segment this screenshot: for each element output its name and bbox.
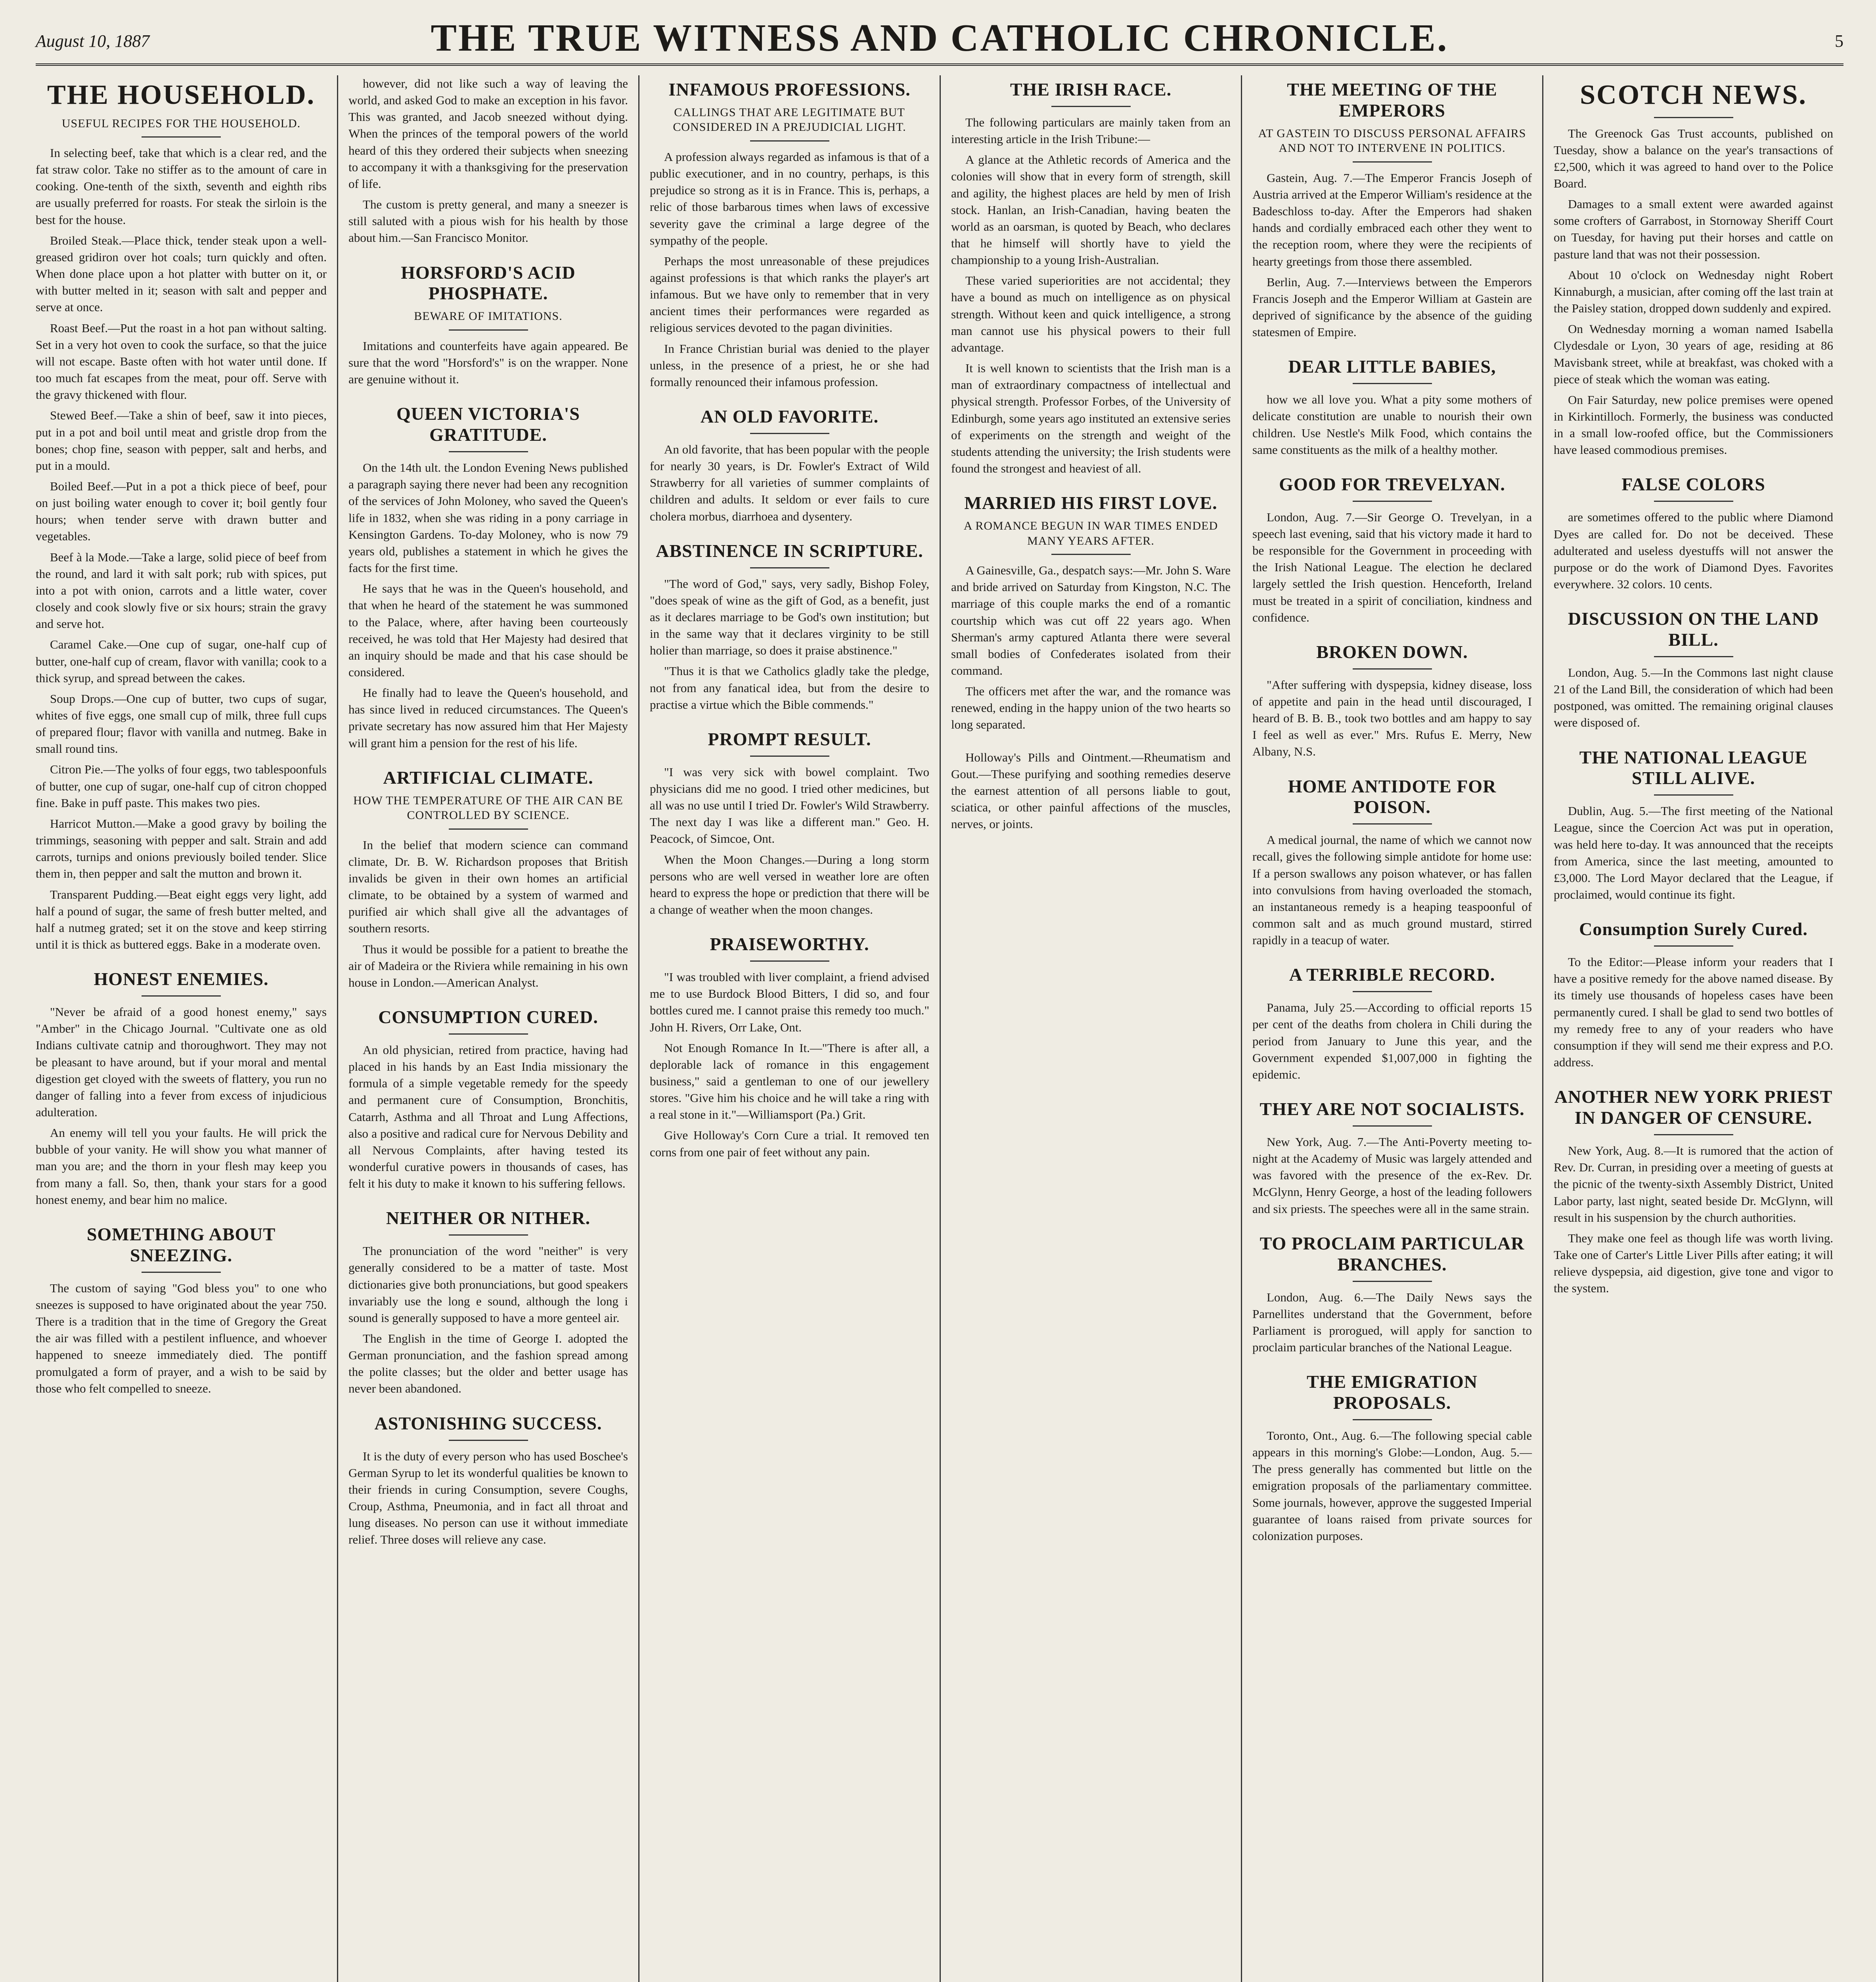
- article-heading: QUEEN VICTORIA'S GRATITUDE.: [396, 404, 580, 445]
- article-heading: THE EMIGRATION PROPOSALS.: [1306, 1372, 1478, 1413]
- paragraph: Boiled Beef.—Put in a pot a thick piece of beef, pour on just boiling water enough to cover it; boil gently four hours; when tender serve with drawn butter and vegetables.: [36, 479, 327, 543]
- article: [951, 493, 1231, 733]
- article: [650, 729, 929, 918]
- divider: [750, 567, 829, 568]
- paragraph: Gastein, Aug. 7.—The Emperor Francis Joseph of Austria arrived at the Emperor William's residence at the Badeschloss to-day. After the Emperors had shaken hands and cordially embraced each other they went to the reception room, where they were the recipients of hearty greetings from those there assembled.: [1252, 170, 1532, 268]
- article-heading: ARTIFICIAL CLIMATE.: [383, 767, 593, 788]
- divider: [1353, 823, 1432, 825]
- paragraph: Not Enough Romance In It.—"There is after all, a deplorable lack of romance in this engagement business," said a gentleman to one of our jewellery stores. "Give him his choice and he will take a ring with a real stone in it."—Williamsport (Pa.) Grit.: [650, 1041, 929, 1122]
- divider: [142, 136, 221, 138]
- article: [650, 79, 929, 390]
- paragraph: To the Editor:—Please inform your readers that I have a positive remedy for the above named disease. By its timely use thousands of hopeless cases have been permanently cured. I shall be glad to send two bottles of my remedy free to any of your readers who have consumption if they will send me their express and P.O. address.: [1554, 955, 1833, 1069]
- divider: [449, 828, 528, 830]
- paragraph: An old favorite, that has been popular with the people for nearly 30 years, is Dr. Fowler's Extract of Wild Strawberry for all varieties of summer complaints of children and adults. It seldom or ever fails to cure cholera morbus, diarrhoea and dysentery.: [650, 442, 929, 523]
- paragraph: In the belief that modern science can command climate, Dr. B. W. Richardson proposes that British invalids be given in their own homes an artificial climate, to be obtained by a system of warmed and purified air which shall give all the advantages of southern resorts.: [348, 838, 628, 936]
- article: [1252, 776, 1532, 949]
- article-heading: DEAR LITTLE BABIES,: [1288, 356, 1496, 377]
- article: [348, 404, 628, 751]
- article: [348, 1208, 628, 1397]
- article: [1252, 79, 1532, 341]
- article-heading: PRAISEWORTHY.: [710, 934, 869, 955]
- article-subheading: HOW THE TEMPERATURE OF THE AIR CAN BE CONTROLLED BY SCIENCE.: [353, 794, 623, 822]
- article-heading: DISCUSSION ON THE LAND BILL.: [1568, 608, 1819, 650]
- divider: [1051, 106, 1131, 107]
- paragraph: It is the duty of every person who has used Boschee's German Syrup to let its wonderful qualities be known to their friends in curing Consumption, severe Coughs, Croup, Asthma, Pneumonia, and in fact all throat and lung diseases. No person can use it without immediate relief. Three doses will relieve any case.: [348, 1449, 628, 1547]
- article-heading: CONSUMPTION CURED.: [378, 1007, 598, 1027]
- divider: [750, 756, 829, 757]
- article-heading: THE MEETING OF THE EMPERORS: [1287, 79, 1497, 121]
- divider: [1353, 501, 1432, 502]
- paragraph: The custom is pretty general, and many a sneezer is still saluted with a pious wish for his health by those about him.—San Francisco Monitor.: [348, 197, 628, 245]
- masthead: [36, 16, 1843, 66]
- article: [348, 262, 628, 388]
- divider: [449, 329, 528, 331]
- paragraph: Stewed Beef.—Take a shin of beef, saw it into pieces, put in a pot and boil until meat and gristle drop from the bones; chop fine, season with pepper, salt and herbs, and put in a mould.: [36, 408, 327, 473]
- column-5: [1241, 75, 1542, 1982]
- divider: [1654, 117, 1733, 118]
- article: [1252, 356, 1532, 458]
- divider: [1654, 1134, 1733, 1135]
- column-3: [638, 75, 940, 1982]
- paragraph: A Gainesville, Ga., despatch says:—Mr. John S. Ware and bride arrived on Saturday from Kingston, N.C. The marriage of this couple marks the end of a romantic courtship which was cut off 22 years ago. When Sherman's army captured Atlanta there were several small bodies of Confederates isolated from their command.: [951, 563, 1231, 677]
- article-heading: HONEST ENEMIES.: [94, 969, 269, 989]
- paragraph: "I was troubled with liver complaint, a friend advised me to use Burdock Blood Bitters, I did so, and four bottles cured me. I cannot praise this remedy too much." John H. Rivers, Orr Lake, Ont.: [650, 970, 929, 1034]
- divider: [449, 1033, 528, 1035]
- article-heading: AN OLD FAVORITE.: [700, 406, 879, 427]
- paragraph: He finally had to leave the Queen's household, and has since lived in reduced circumstances. The Queen's private secretary has now assured him that Her Majesty will grant him a pension for the rest of his life.: [348, 686, 628, 750]
- article: [650, 541, 929, 713]
- paragraph: Thus it would be possible for a patient to breathe the air of Madeira or the Riviera while remaining in his own house in London.—American Analyst.: [348, 942, 628, 989]
- paragraph: Dublin, Aug. 5.—The first meeting of the National League, since the Coercion Act was put in operation, was held here to-day. It was announced that the receipts from America, since the last meeting, amounted to £3,000. The Lord Mayor declared that the League, if proclaimed, would continue its fight.: [1554, 804, 1833, 902]
- divider: [1353, 991, 1432, 992]
- divider: [1051, 554, 1131, 555]
- article: [1554, 1087, 1833, 1297]
- paragraph: "Thus it is that we Catholics gladly take the pledge, not from any fanatical idea, but from the desire to practise a virtue which the Bible commends.": [650, 664, 929, 712]
- column-1: [36, 75, 337, 1982]
- paragraph: New York, Aug. 7.—The Anti-Poverty meeting to-night at the Academy of Music was largely attended and was favored with the presence of the ex-Rev. Dr. McGlynn, Henry George, a host of the leading followers and six priests. The speeches were all in the same strain.: [1252, 1134, 1532, 1216]
- article: [36, 79, 327, 953]
- article: [1554, 747, 1833, 903]
- article: [348, 1413, 628, 1548]
- column-6: [1542, 75, 1843, 1982]
- paragraph: London, Aug. 6.—The Daily News says the Parnellites understand that the Government, before Parliament is prorogued, will apply for sanction to proclaim particular branches of the National League.: [1252, 1290, 1532, 1354]
- divider: [1654, 656, 1733, 657]
- article-heading: THE NATIONAL LEAGUE STILL ALIVE.: [1579, 747, 1808, 788]
- divider: [1353, 1419, 1432, 1420]
- article-heading: THEY ARE NOT SOCIALISTS.: [1260, 1099, 1525, 1119]
- paragraph: The officers met after the war, and the romance was renewed, ending in the happy union of the two hearts so long separated.: [951, 684, 1231, 732]
- paragraph: London, Aug. 5.—In the Commons last night clause 21 of the Land Bill, the consideration of which had been postponed, was omitted. The remaining original clauses were disposed of.: [1554, 665, 1833, 730]
- paragraph: On the 14th ult. the London Evening News published a paragraph saying there never had been any recognition of the services of John Moloney, who saved the Queen's life in 1832, when she was riding in a pony carriage in Kensington Gardens. To-day Moloney, who is now 79 years old, publishes a statement in which he gives the facts for the first time.: [348, 461, 628, 575]
- divider: [1353, 1281, 1432, 1282]
- article: [36, 969, 327, 1208]
- article-heading: ABSTINENCE IN SCRIPTURE.: [656, 540, 923, 561]
- paragraph: how we all love you. What a pity some mothers of delicate constitution are unable to nourish their own children. Use Nestle's Milk Food, which contains the same constituents as the milk of a healthy mother.: [1252, 392, 1532, 457]
- paragraph: Berlin, Aug. 7.—Interviews between the Emperors Francis Joseph and the Emperor William at Gastein are deprived of significance by the absence of the guiding statesmen of Empire.: [1252, 275, 1532, 339]
- issue-date: August 10, 1887: [36, 31, 150, 51]
- paragraph: Roast Beef.—Put the roast in a hot pan without salting. Set in a very hot oven to cook the surface, so that the juice will not escape. Baste often with hot water until done. If too much fat escapes from the meat, pour off. Serve with the gravy thickened with flour.: [36, 321, 327, 402]
- article: [650, 934, 929, 1161]
- paragraph: The pronunciation of the word "neither" is very generally considered to be a matter of taste. Most dictionaries give both pronunciations, but good speakers invariably use the long e sound, although the long i sound is generally supposed to have a more genteel air.: [348, 1244, 628, 1325]
- paragraph: Imitations and counterfeits have again appeared. Be sure that the word "Horsford's" is on the wrapper. None are genuine without it.: [348, 339, 628, 386]
- paragraph: "The word of God," says, very sadly, Bishop Foley, "does speak of wine as the gift of God, as a benefit, just as it declares marriage to be God's own institution; but in the same way that it declares virginity to be still holier than marriage, so does it praise abstinence.": [650, 576, 929, 658]
- article: [348, 767, 628, 991]
- paragraph: When the Moon Changes.—During a long storm persons who are well versed in weather lore are often heard to express the hope or prediction that there will be a change of weather when the moon changes.: [650, 852, 929, 917]
- article-subheading: USEFUL RECIPES FOR THE HOUSEHOLD.: [61, 117, 301, 130]
- article: [1554, 79, 1833, 458]
- paragraph: The custom of saying "God bless you" to one who sneezes is supposed to have originated about the year 750. There is a tradition that in the time of Gregory the Great the air was filled with a pestilent influence, and whoever happened to sneeze immediately died. The pontiff promulgated a form of prayer, and a wish to be said by those who felt compelled to sneeze.: [36, 1281, 327, 1395]
- divider: [449, 451, 528, 452]
- paragraph: New York, Aug. 8.—It is rumored that the action of Rev. Dr. Curran, in presiding over a meeting of guests at the picnic of the twenty-sixth Assembly District, United Labor party, last night, seated beside Dr. McGlynn, will result in his suspension by the church authorities.: [1554, 1144, 1833, 1224]
- article-heading: BROKEN DOWN.: [1316, 641, 1468, 662]
- divider: [1654, 501, 1733, 502]
- paragraph: He says that he was in the Queen's household, and that when he heard of the statement he was summoned to the Palace, where, after having been courteously received, he was told that Her Majesty had desired that an inquiry should be made and that his case should be considered.: [348, 582, 628, 679]
- article: [1252, 1372, 1532, 1544]
- paragraph: A profession always regarded as infamous is that of a public executioner, and in no country, perhaps, is this prejudice so strong as it is in France. This is, perhaps, a relic of those barbarous times when laws of excessive severity gave the criminal a large degree of the sympathy of the people.: [650, 149, 929, 247]
- article-subheading: BEWARE OF IMITATIONS.: [414, 310, 563, 323]
- columns-container: [36, 75, 1843, 1982]
- paragraph: Harricot Mutton.—Make a good gravy by boiling the trimmings, seasoning with pepper and salt. Strain and add carrots, turnips and onions previously boiled tender. Slice them in, then pepper and salt the mutton and brown it.: [36, 816, 327, 881]
- paragraph: Holloway's Pills and Ointment.—Rheumatism and Gout.—These purifying and soothing remedies deserve the earnest attention of all persons liable to gout, sciatica, or other painful affections of the muscles, nerves, or joints.: [951, 750, 1231, 831]
- divider: [750, 140, 829, 142]
- divider: [142, 995, 221, 997]
- paragraph: An enemy will tell you your faults. He will prick the bubble of your vanity. He will show you what manner of man you are; and the thorn in your flesh may keep you from many a fall. So, then, thank your stars for a good honest enemy, and bear him no malice.: [36, 1126, 327, 1207]
- article: [650, 406, 929, 525]
- paragraph: They make one feel as though life was worth living. Take one of Carter's Little Liver Pills after eating; it will relieve dyspepsia, aid digestion, give tone and vigor to the system.: [1554, 1231, 1833, 1295]
- divider: [1654, 794, 1733, 796]
- paragraph: The English in the time of George I. adopted the German pronunciation, and the fashion spread among the polite classes; but the older and better usage has never been abandoned.: [348, 1332, 628, 1396]
- article-heading: TO PROCLAIM PARTICULAR BRANCHES.: [1260, 1233, 1525, 1274]
- article-heading: SCOTCH NEWS.: [1580, 80, 1807, 110]
- article-heading: NEITHER OR NITHER.: [386, 1208, 591, 1228]
- article-heading: SOMETHING ABOUT SNEEZING.: [86, 1224, 276, 1265]
- paragraph: These varied superiorities are not accidental; they have a bound as much on intelligence as on physical strength. Without keen and quick intelligence, a strong man cannot use his physical powers to their full advantage.: [951, 274, 1231, 354]
- divider: [1654, 945, 1733, 947]
- article-heading: GOOD FOR TREVELYAN.: [1279, 474, 1505, 494]
- article-heading: THE IRISH RACE.: [1010, 79, 1172, 99]
- article: [1252, 642, 1532, 760]
- article: [951, 79, 1231, 477]
- divider: [449, 1234, 528, 1236]
- article: [348, 1007, 628, 1192]
- paragraph: The Greenock Gas Trust accounts, published on Tuesday, show a balance on the year's transactions of £2,500, which it was agreed to hand over to the Police Board.: [1554, 126, 1833, 190]
- paragraph: It is well known to scientists that the Irish man is a man of extraordinary compactness of intellectual and physical strength. Professor Forbes, of the University of Edinburgh, some years ago instituted an extensive series of experiments on the strength and weight of the students attending the university; the Irish students were found the strongest and heaviest of all.: [951, 361, 1231, 476]
- article-heading: PROMPT RESULT.: [708, 729, 871, 749]
- paragraph: London, Aug. 7.—Sir George O. Trevelyan, in a speech last evening, said that his victory made it hard to be responsible for the Government in proceeding with the Irish National League. The election he declared largely settled the Irish question. Henceforth, Ireland must be treated in a spirit of conciliation, kindness and confidence.: [1252, 510, 1532, 624]
- column-4: [940, 75, 1241, 1982]
- newspaper-title: THE TRUE WITNESS AND CATHOLIC CHRONICLE.: [431, 17, 1449, 59]
- divider: [1353, 668, 1432, 670]
- paragraph: An old physician, retired from practice, having had placed in his hands by an East India missionary the formula of a simple vegetable remedy for the speedy and permanent cure of Consumption, Bronchitis, Catarrh, Asthma and all Throat and Lung Affections, also a positive and radical cure for Nervous Debility and all Nervous Complaints, after having tested its wonderful curative powers in thousands of cases, has felt it his duty to make it known to his suffering fellows.: [348, 1043, 628, 1191]
- paragraph: A glance at the Athletic records of America and the colonies will show that in every form of strength, skill and agility, the highest places are held by men of Irish stock. Hanlan, an Irish-Canadian, having beaten the world as an oarsman, is quoted by Beach, who declares that he himself will shortly have to yield the championship to a young Irish-Australian.: [951, 153, 1231, 267]
- paragraph: however, did not like such a way of leaving the world, and asked God to make an exception in his favor. This was granted, and Jacob sneezed without dying. When the princes of the temporal powers of the world heard of this they ordered their subjects when sneezing to accompany it with a thanksgiving for the preservation of life.: [348, 77, 628, 191]
- article: [36, 1224, 327, 1397]
- paragraph: Transparent Pudding.—Beat eight eggs very light, add half a pound of sugar, the same of fresh butter melted, and half a nutmeg grated; set it on the stove and keep stirring until it is thick as buttered eggs. Bake in a moderate oven.: [36, 887, 327, 952]
- article: [951, 749, 1231, 833]
- paragraph: Perhaps the most unreasonable of these prejudices against professions is that which ranks the player's art infamous. But we have only to remember that in very ancient times their performances were regarded as religious services devoted to the pagan divinities.: [650, 254, 929, 335]
- article-subheading: A ROMANCE BEGUN IN WAR TIMES ENDED MANY YEARS AFTER.: [963, 519, 1218, 547]
- article-heading: MARRIED HIS FIRST LOVE.: [964, 493, 1217, 513]
- article-heading: ASTONISHING SUCCESS.: [374, 1413, 602, 1433]
- article-heading: HOME ANTIDOTE FOR POISON.: [1288, 776, 1497, 817]
- paragraph: Panama, July 25.—According to official reports 15 per cent of the deaths from cholera in Chili during the period from January to June this year, and the Government expended $1,007,000 in fighting the epidemic.: [1252, 1001, 1532, 1081]
- divider: [1353, 161, 1432, 163]
- article-heading: A TERRIBLE RECORD.: [1289, 964, 1495, 985]
- article-heading: Consumption Surely Cured.: [1579, 919, 1808, 939]
- column-2: [337, 75, 638, 1982]
- paragraph: In France Christian burial was denied to the player unless, in the presence of a priest, he or she had formally renounced their infamous profession.: [650, 341, 929, 389]
- paragraph: Citron Pie.—The yolks of four eggs, two tablespoonfuls of butter, one cup of sugar, one-half cup of citron chopped fine. Bake in puff paste. This makes two pies.: [36, 762, 327, 810]
- article-heading: FALSE COLORS: [1621, 474, 1765, 495]
- article-subheading: CALLINGS THAT ARE LEGITIMATE BUT CONSIDERED IN A PREJUDICIAL LIGHT.: [673, 105, 906, 134]
- article-subheading: AT GASTEIN TO DISCUSS PERSONAL AFFAIRS AND NOT TO INTERVENE IN POLITICS.: [1258, 126, 1526, 155]
- divider: [750, 433, 829, 434]
- divider: [142, 1272, 221, 1273]
- divider: [750, 960, 829, 962]
- paragraph: Caramel Cake.—One cup of sugar, one-half cup of butter, one-half cup of cream, flavor with vanilla; cook to a thick syrup, and spread between the cakes.: [36, 637, 327, 685]
- article-heading: INFAMOUS PROFESSIONS.: [668, 79, 911, 99]
- article: [1554, 919, 1833, 1071]
- article: [1554, 474, 1833, 593]
- paragraph: The following particulars are mainly taken from an interesting article in the Irish Tribune:—: [951, 115, 1231, 146]
- paragraph: On Fair Saturday, new police premises were opened in Kirkintilloch. Formerly, the business was conducted in a small low-roofed office, but the Commissioners have leased commodious premises.: [1554, 392, 1833, 457]
- paragraph: A medical journal, the name of which we cannot now recall, gives the following simple antidote for home use: If a person swallows any poison whatever, or has fallen into convulsions from having overloaded the stomach, an instantaneous remedy is a heaping teaspoonful of common salt and as much ground mustard, stirred rapidly in a teacup of water.: [1252, 833, 1532, 947]
- paragraph: "Never be afraid of a good honest enemy," says "Amber" in the Chicago Journal. "Cultivate one as old Indians cultivate catnip and thoroughwort. They may not be pleasant to have around, but if your moral and mental digestion get cloyed with the sweets of flattery, you run no danger of falling into a fever from excess of injudicious adulteration.: [36, 1005, 327, 1119]
- article-heading: ANOTHER NEW YORK PRIEST IN DANGER OF CENSURE.: [1554, 1087, 1833, 1128]
- paragraph: In selecting beef, take that which is a clear red, and the fat straw color. Take no stiffer as to the amount of care in cooking. One-tenth of the sixth, seventh and eighth ribs are usually preferred for roasts. For steak the sirloin is the best for the house.: [36, 146, 327, 227]
- article: [1252, 1099, 1532, 1217]
- divider: [449, 1440, 528, 1441]
- article: [1252, 964, 1532, 1083]
- paragraph: Toronto, Ont., Aug. 6.—The following special cable appears in this morning's Globe:—London, Aug. 5.—The press generally has commented but little on the emigration proposals of the parliamentary committee. Some journals, however, approve the suggested Imperial guarantee of loans raised from private sources for colonization purposes.: [1252, 1428, 1532, 1543]
- divider: [1353, 383, 1432, 384]
- article: [1554, 608, 1833, 731]
- paragraph: are sometimes offered to the public where Diamond Dyes are called for. Do not be deceived. These adulterated and useless dyestuffs will not answer the purpose or do the work of Diamond Dyes. Favorites everywhere. 32 colors. 10 cents.: [1554, 510, 1833, 591]
- article: [348, 75, 628, 247]
- paragraph: On Wednesday morning a woman named Isabella Clydesdale or Lyon, 30 years of age, residing at 86 Mavisbank street, while at breakfast, was choked with a piece of steak which the woman was eating.: [1554, 322, 1833, 386]
- paragraph: "After suffering with dyspepsia, kidney disease, loss of appetite and pain in the head until discouraged, I heard of B. B. B., took two bottles and am happy to say I feel as well as ever." Mrs. Rufus E. Merry, New Albany, N.S.: [1252, 677, 1532, 759]
- paragraph: "I was very sick with bowel complaint. Two physicians did me no good. I tried other medicines, but all was no use until I tried Dr. Fowler's Wild Strawberry. The next day I was like a different man." Geo. H. Peacock, of Simcoe, Ont.: [650, 765, 929, 846]
- page-number: 5: [1835, 31, 1843, 51]
- paragraph: Give Holloway's Corn Cure a trial. It removed ten corns from one pair of feet without any pain.: [650, 1128, 929, 1159]
- paragraph: Soup Drops.—One cup of butter, two cups of sugar, whites of five eggs, one small cup of milk, three full cups of prepared flour; flavor with vanilla and nutmeg. Bake in small round tins.: [36, 691, 327, 756]
- paragraph: Beef à la Mode.—Take a large, solid piece of beef from the round, and lard it with salt pork; rub with spices, put into a pot with onion, carrots and a little water, cover closely and cook slowly five or six hours; strain the gravy and serve hot.: [36, 550, 327, 631]
- paragraph: About 10 o'clock on Wednesday night Robert Kinnaburgh, a musician, after coming off the last train at the Paisley station, dropped down suddenly and expired.: [1554, 268, 1833, 316]
- paragraph: Damages to a small extent were awarded against some crofters of Garrabost, in Stornoway Sheriff Court on Tuesday, for having put their horses and cattle on pasture land that was not their possession.: [1554, 197, 1833, 261]
- article: [1252, 1233, 1532, 1356]
- article: [1252, 474, 1532, 626]
- divider: [1353, 1125, 1432, 1127]
- article-heading: HORSFORD'S ACID PHOSPHATE.: [401, 262, 576, 304]
- article-heading: THE HOUSEHOLD.: [47, 80, 316, 110]
- paragraph: Broiled Steak.—Place thick, tender steak upon a well-greased gridiron over hot coals; turn quickly and often. When done place upon a hot platter with butter on it, or with butter melted in it; season with salt and pepper and serve at once.: [36, 233, 327, 314]
